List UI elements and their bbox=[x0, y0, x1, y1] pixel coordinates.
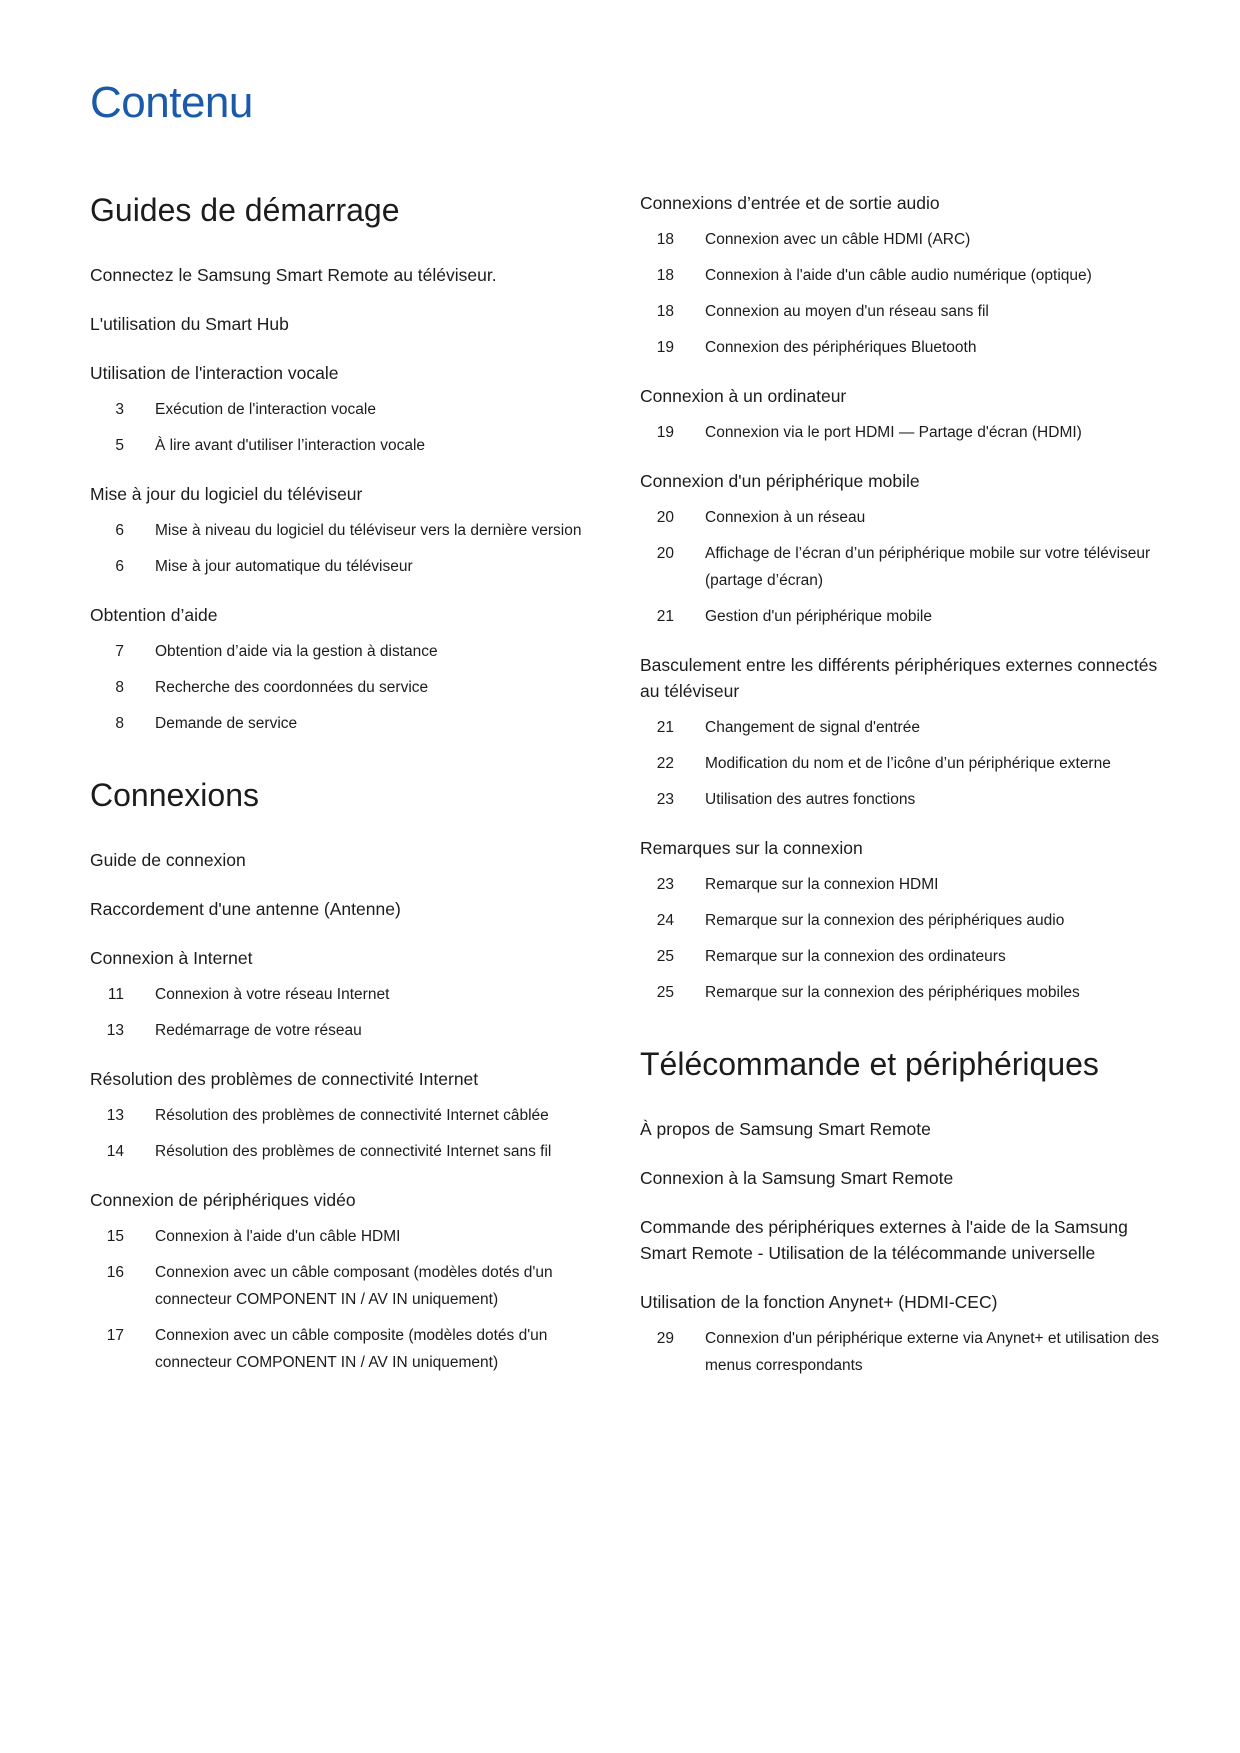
toc-entry-page-number: 14 bbox=[106, 1143, 124, 1160]
toc-entry-page-number: 19 bbox=[656, 339, 674, 356]
toc-entry-list bbox=[640, 419, 1160, 446]
toc-entry-page-number: 16 bbox=[106, 1264, 124, 1281]
toc-entry-title: Connexion au moyen d'un réseau sans fil bbox=[705, 303, 989, 320]
toc-entry-page-number: 13 bbox=[106, 1107, 124, 1124]
toc-entry-list bbox=[640, 226, 1160, 361]
toc-entry-page-number: 18 bbox=[656, 231, 674, 248]
toc-left-column bbox=[90, 190, 610, 1398]
toc-entry-page-number: 8 bbox=[115, 679, 124, 696]
toc-entry[interactable] bbox=[90, 517, 610, 544]
toc-entry[interactable] bbox=[640, 979, 1160, 1006]
toc-entry-page-number: 29 bbox=[656, 1330, 674, 1347]
toc-entry-title: Mise à niveau du logiciel du téléviseur vers la dernière version bbox=[155, 522, 582, 539]
toc-entry-page-number: 8 bbox=[115, 715, 124, 732]
toc-entry-title: Obtention d’aide via la gestion à distance bbox=[155, 643, 438, 660]
toc-heading-connexion-de-peripheriques-video[interactable]: Connexion de périphériques vidéo bbox=[90, 1190, 356, 1210]
toc-entry-title: Remarque sur la connexion des ordinateurs bbox=[705, 948, 1006, 965]
toc-entry-title: Remarque sur la connexion des périphériques audio bbox=[705, 912, 1065, 929]
toc-entry[interactable] bbox=[90, 674, 610, 701]
toc-entry-title: Connexion à l'aide d'un câble audio numérique (optique) bbox=[705, 267, 1092, 284]
toc-entry-page-number: 22 bbox=[656, 755, 674, 772]
toc-entry-page-number: 21 bbox=[656, 608, 674, 625]
toc-heading-connexion-a-internet[interactable]: Connexion à Internet bbox=[90, 948, 253, 968]
toc-entry[interactable] bbox=[90, 553, 610, 580]
toc-entry-page-number: 7 bbox=[115, 643, 124, 660]
toc-entry-page-number: 13 bbox=[106, 1022, 124, 1039]
toc-right-column bbox=[640, 190, 1160, 1401]
toc-entry-title: Modification du nom et de l’icône d’un périphérique externe bbox=[705, 755, 1111, 772]
toc-entry[interactable] bbox=[640, 750, 1160, 777]
toc-entry-title: Exécution de l'interaction vocale bbox=[155, 401, 376, 418]
toc-entry-title: Redémarrage de votre réseau bbox=[155, 1022, 362, 1039]
toc-entry-page-number: 19 bbox=[656, 424, 674, 441]
toc-heading-connectez-le-samsung-smart-remote-au-tel[interactable]: Connectez le Samsung Smart Remote au téléviseur. bbox=[90, 265, 497, 285]
toc-entry-page-number: 23 bbox=[656, 791, 674, 808]
toc-entry-title: Utilisation des autres fonctions bbox=[705, 791, 916, 808]
toc-heading-raccordement-d-une-antenne-antenne[interactable]: Raccordement d'une antenne (Antenne) bbox=[90, 899, 401, 919]
toc-entry-list bbox=[640, 1325, 1160, 1379]
toc-entry-title: Affichage de l’écran d’un périphérique mobile sur votre téléviseur (partage d’écran) bbox=[705, 545, 1151, 589]
part-title-guides-de-demarrage: Guides de démarrage bbox=[90, 192, 400, 228]
toc-entry[interactable] bbox=[640, 226, 1160, 253]
toc-entry-title: Connexion avec un câble composant (modèles dotés d'un connecteur COMPONENT IN / AV IN uniquement) bbox=[155, 1264, 553, 1308]
toc-entry[interactable] bbox=[90, 981, 610, 1008]
toc-entry[interactable] bbox=[90, 1259, 610, 1313]
toc-heading-l-utilisation-du-smart-hub[interactable]: L'utilisation du Smart Hub bbox=[90, 314, 289, 334]
toc-entry-title: Connexion à votre réseau Internet bbox=[155, 986, 390, 1003]
toc-entry[interactable] bbox=[90, 710, 610, 737]
toc-entry-title: Mise à jour automatique du téléviseur bbox=[155, 558, 413, 575]
toc-entry-page-number: 18 bbox=[656, 303, 674, 320]
toc-entry[interactable] bbox=[90, 396, 610, 423]
toc-entry-title: Connexion via le port HDMI — Partage d'écran (HDMI) bbox=[705, 424, 1082, 441]
toc-entry-list bbox=[90, 1223, 610, 1376]
toc-entry-page-number: 11 bbox=[107, 986, 124, 1003]
toc-heading-mise-a-jour-du-logiciel-du-televiseur[interactable]: Mise à jour du logiciel du téléviseur bbox=[90, 484, 363, 504]
toc-entry-title: Connexion des périphériques Bluetooth bbox=[705, 339, 977, 356]
toc-entry-title: Demande de service bbox=[155, 715, 298, 732]
toc-entry-title: Connexion avec un câble composite (modèles dotés d'un connecteur COMPONENT IN / AV IN uniquement) bbox=[155, 1327, 548, 1371]
toc-entry-page-number: 17 bbox=[106, 1327, 124, 1344]
toc-entry-page-number: 25 bbox=[656, 948, 674, 965]
toc-entry[interactable] bbox=[90, 1138, 610, 1165]
toc-entry[interactable] bbox=[640, 871, 1160, 898]
toc-entry-page-number: 24 bbox=[656, 912, 674, 929]
toc-heading-basculement-entre-les-differents-periphe[interactable]: Basculement entre les différents périphériques externes connectés au téléviseur bbox=[640, 655, 1158, 701]
toc-entry-title: Recherche des coordonnées du service bbox=[155, 679, 429, 696]
toc-heading-commande-des-peripheriques-externes-a-l-[interactable]: Commande des périphériques externes à l'aide de la Samsung Smart Remote - Utilisation de la télécommande universelle bbox=[640, 1217, 1128, 1263]
toc-entry-page-number: 21 bbox=[656, 719, 674, 736]
toc-entry-page-number: 5 bbox=[115, 437, 124, 454]
toc-entry[interactable] bbox=[640, 334, 1160, 361]
toc-heading-connexion-a-la-samsung-smart-remote[interactable]: Connexion à la Samsung Smart Remote bbox=[640, 1168, 954, 1188]
toc-entry-list bbox=[90, 981, 610, 1044]
toc-heading-resolution-des-problemes-de-connectivite[interactable]: Résolution des problèmes de connectivité Internet bbox=[90, 1069, 479, 1089]
toc-entry-title: Gestion d'un périphérique mobile bbox=[705, 608, 932, 625]
toc-entry-title: Connexion à un réseau bbox=[705, 509, 866, 526]
toc-entry-title: À lire avant d'utiliser l’interaction vocale bbox=[155, 437, 426, 454]
part-title-connexions: Connexions bbox=[90, 777, 259, 813]
toc-entry[interactable] bbox=[640, 943, 1160, 970]
toc-heading-connexions-d-entree-et-de-sortie-audio[interactable]: Connexions d’entrée et de sortie audio bbox=[640, 193, 940, 213]
toc-entry-page-number: 18 bbox=[656, 267, 674, 284]
toc-entry-title: Résolution des problèmes de connectivité Internet câblée bbox=[155, 1107, 549, 1124]
toc-heading-connexion-d-un-peripherique-mobile[interactable]: Connexion d'un périphérique mobile bbox=[640, 471, 920, 491]
toc-entry-list bbox=[640, 871, 1160, 1006]
toc-entry-page-number: 15 bbox=[106, 1228, 124, 1245]
toc-entry[interactable] bbox=[90, 638, 610, 665]
toc-entry-list bbox=[90, 638, 610, 737]
toc-heading-a-propos-de-samsung-smart-remote[interactable]: À propos de Samsung Smart Remote bbox=[640, 1119, 931, 1139]
toc-entry-title: Changement de signal d'entrée bbox=[705, 719, 920, 736]
toc-heading-obtention-d-aide[interactable]: Obtention d’aide bbox=[90, 605, 218, 625]
toc-entry-page-number: 6 bbox=[115, 522, 124, 539]
toc-entry-list bbox=[90, 1102, 610, 1165]
toc-entry-page-number: 25 bbox=[656, 984, 674, 1001]
toc-entry-title: Remarque sur la connexion des périphériques mobiles bbox=[705, 984, 1080, 1001]
toc-entry[interactable] bbox=[90, 432, 610, 459]
toc-entry-page-number: 23 bbox=[656, 876, 674, 893]
toc-entry-page-number: 3 bbox=[115, 401, 124, 418]
toc-entry-title: Résolution des problèmes de connectivité Internet sans fil bbox=[155, 1143, 552, 1160]
toc-entry[interactable] bbox=[90, 1322, 610, 1376]
toc-entry-list bbox=[640, 504, 1160, 630]
toc-heading-connexion-a-un-ordinateur[interactable]: Connexion à un ordinateur bbox=[640, 386, 847, 406]
toc-entry-list bbox=[90, 517, 610, 580]
toc-entry[interactable] bbox=[640, 298, 1160, 325]
toc-entry[interactable] bbox=[640, 907, 1160, 934]
toc-entry-page-number: 6 bbox=[115, 558, 124, 575]
page-title: Contenu bbox=[90, 78, 253, 127]
toc-entry[interactable] bbox=[640, 540, 1160, 594]
toc-entry[interactable] bbox=[640, 262, 1160, 289]
toc-entry[interactable] bbox=[640, 714, 1160, 741]
toc-entry-title: Connexion à l'aide d'un câble HDMI bbox=[155, 1228, 401, 1245]
part-title-telecommande-et-peripheriques: Télécommande et périphériques bbox=[640, 1046, 1099, 1082]
toc-entry-page-number: 20 bbox=[656, 545, 674, 562]
toc-entry-list bbox=[640, 714, 1160, 813]
toc-entry[interactable] bbox=[640, 603, 1160, 630]
toc-entry-list bbox=[90, 396, 610, 459]
toc-heading-utilisation-de-l-interaction-vocale[interactable]: Utilisation de l'interaction vocale bbox=[90, 363, 339, 383]
toc-entry[interactable] bbox=[640, 1325, 1160, 1379]
toc-entry-title: Connexion d'un périphérique externe via Anynet+ et utilisation des menus correspondants bbox=[705, 1330, 1160, 1374]
toc-entry[interactable] bbox=[90, 1102, 610, 1129]
toc-entry[interactable] bbox=[640, 504, 1160, 531]
toc-entry[interactable] bbox=[90, 1223, 610, 1250]
toc-entry-title: Remarque sur la connexion HDMI bbox=[705, 876, 939, 893]
toc-entry[interactable] bbox=[90, 1017, 610, 1044]
toc-entry[interactable] bbox=[640, 786, 1160, 813]
toc-heading-guide-de-connexion[interactable]: Guide de connexion bbox=[90, 850, 246, 870]
toc-entry-title: Connexion avec un câble HDMI (ARC) bbox=[705, 231, 971, 248]
toc-entry[interactable] bbox=[640, 419, 1160, 446]
toc-heading-remarques-sur-la-connexion[interactable]: Remarques sur la connexion bbox=[640, 838, 863, 858]
toc-entry-page-number: 20 bbox=[656, 509, 674, 526]
toc-heading-utilisation-de-la-fonction-anynet-hdmi-c[interactable]: Utilisation de la fonction Anynet+ (HDMI-CEC) bbox=[640, 1292, 998, 1312]
